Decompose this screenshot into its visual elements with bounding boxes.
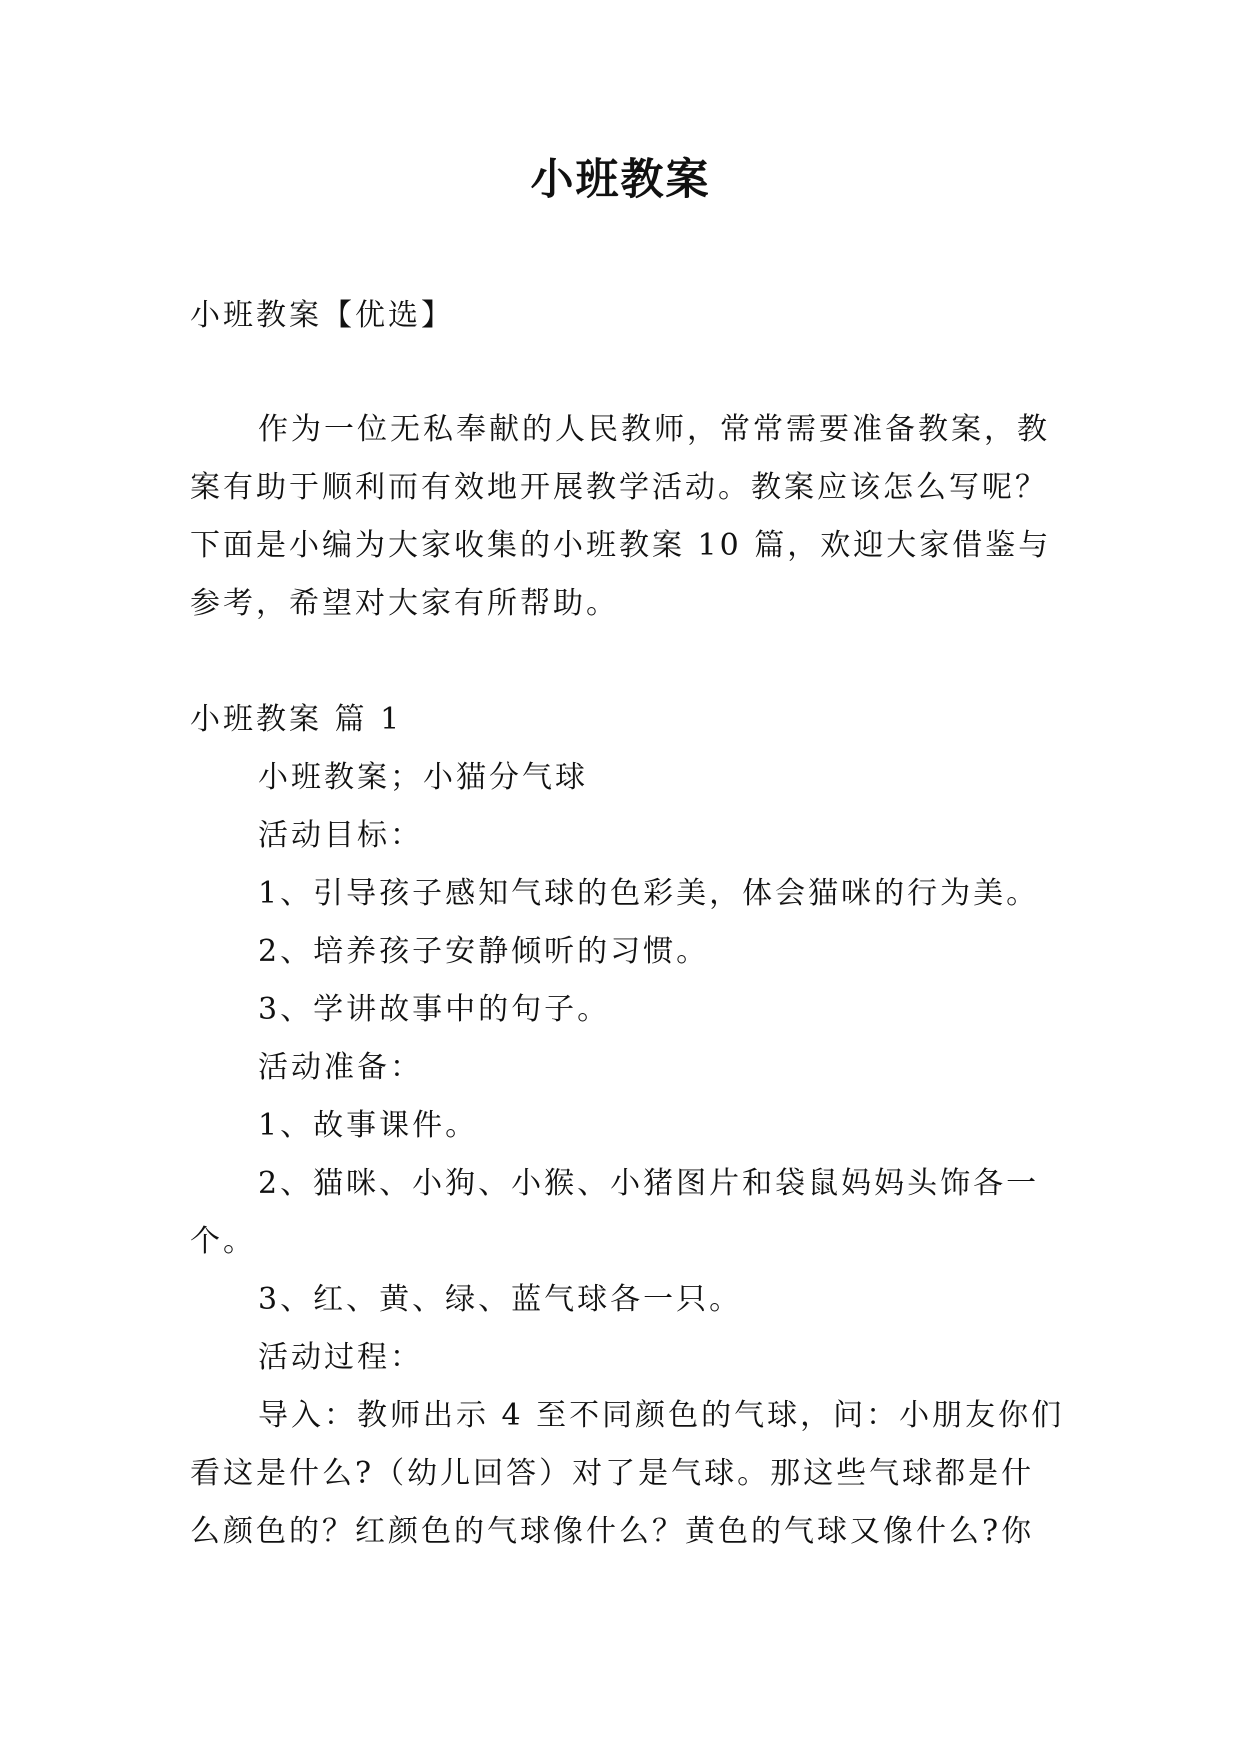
body-line-11: 活动过程：	[258, 1340, 423, 1375]
body-line-12: 导入：教师出示 4 至不同颜色的气球，问：小朋友你们	[258, 1398, 1065, 1433]
body-line-10: 3、红、黄、绿、蓝气球各一只。	[258, 1282, 743, 1317]
body-line-5: 3、学讲故事中的句子。	[258, 992, 611, 1027]
intro-line-1: 作为一位无私奉献的人民教师，常常需要准备教案，教	[258, 412, 1050, 447]
body-line-8: 2、猫咪、小狗、小猴、小猪图片和袋鼠妈妈头饰各一	[258, 1166, 1040, 1201]
body-line-2: 活动目标：	[258, 818, 423, 853]
document-subtitle: 小班教案【优选】	[190, 298, 454, 333]
section-heading: 小班教案 篇 1	[190, 702, 403, 737]
intro-line-4: 参考，希望对大家有所帮助。	[190, 586, 619, 621]
body-line-9: 个。	[190, 1224, 256, 1259]
intro-line-2: 案有助于顺利而有效地开展教学活动。教案应该怎么写呢？	[190, 470, 1048, 505]
intro-line-3: 下面是小编为大家收集的小班教案 10 篇，欢迎大家借鉴与	[190, 528, 1052, 563]
body-line-6: 活动准备：	[258, 1050, 423, 1085]
body-line-4: 2、培养孩子安静倾听的习惯。	[258, 934, 710, 969]
body-line-1: 小班教案；小猫分气球	[258, 760, 588, 795]
document-title: 小班教案	[530, 155, 711, 205]
body-line-7: 1、故事课件。	[258, 1108, 479, 1143]
body-line-13: 看这是什么?（幼儿回答）对了是气球。那这些气球都是什	[190, 1456, 1035, 1491]
body-line-3: 1、引导孩子感知气球的色彩美，体会猫咪的行为美。	[258, 876, 1040, 911]
body-line-14: 么颜色的？红颜色的气球像什么？黄色的气球又像什么?你	[190, 1514, 1035, 1549]
